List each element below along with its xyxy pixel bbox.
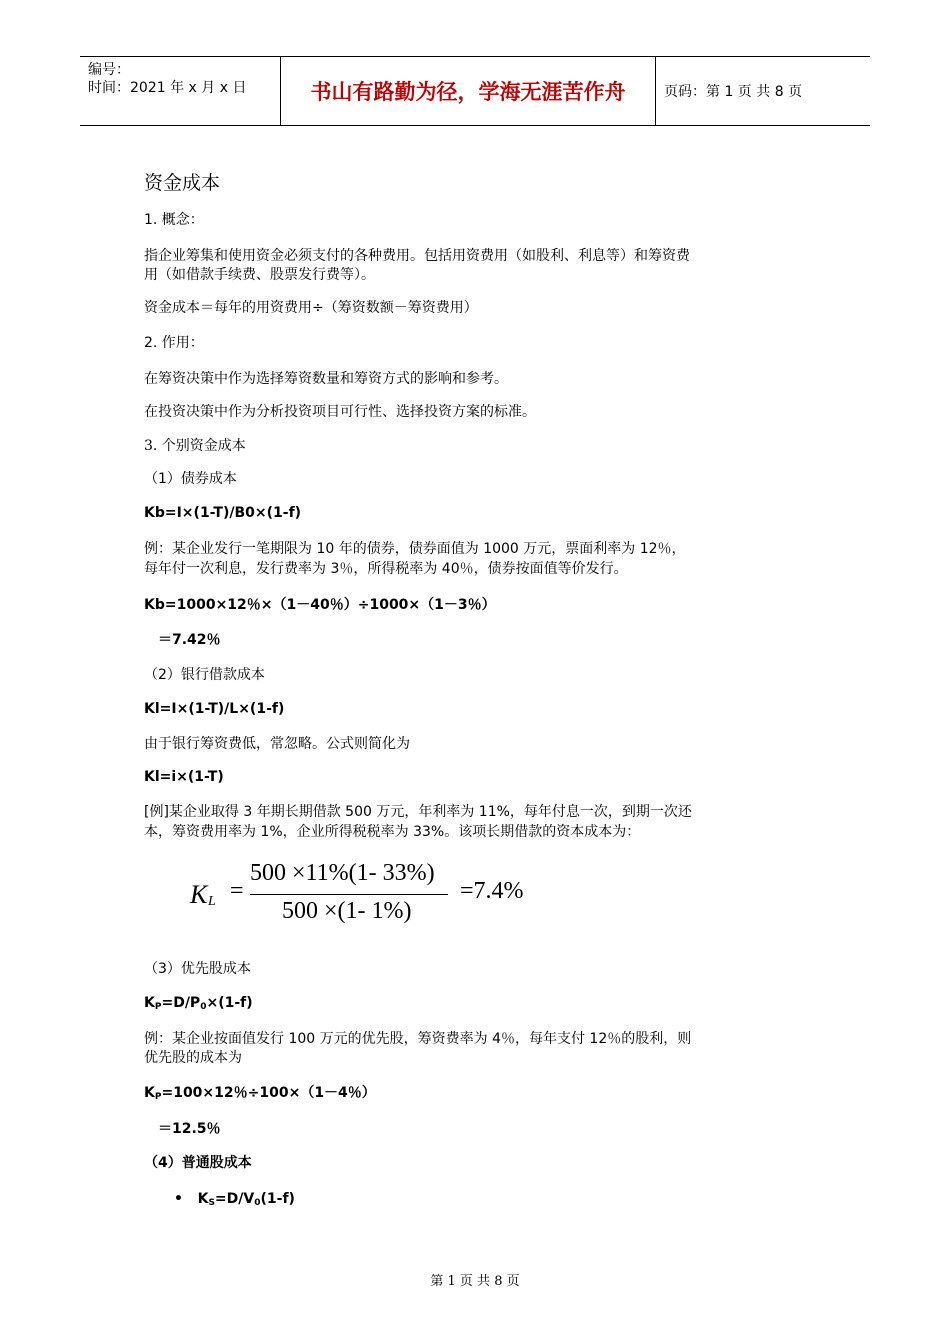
formula-subscript: L xyxy=(208,894,216,909)
paragraph: 指企业筹集和使用资金必须支付的各种费用。包括用资费用（如股利、利息等）和筹资费 xyxy=(144,248,690,264)
example-text: 本，筹资费用率为 1%，企业所得税税率为 33%。该项长期借款的资本成本为： xyxy=(144,824,641,840)
formula-subscript: P xyxy=(154,1002,162,1012)
formula-text: =100×12％÷100×（1－4％） xyxy=(161,1085,376,1101)
formula-symbol: K xyxy=(144,995,155,1011)
time-label: 时间：2021 年 x 月 x 日 xyxy=(88,80,247,96)
paragraph: 在投资决策中作为分析投资项目可行性、选择投资方案的标准。 xyxy=(144,404,536,420)
formula-line: Kb=I×(1-T)/B0×(1-f) xyxy=(144,505,302,521)
subsection-heading: （2）银行借款成本 xyxy=(144,667,265,683)
example-text: 例：某企业按面值发行 100 万元的优先股，筹资费率为 4％，每年支付 12％的股利，则 xyxy=(144,1031,692,1047)
section-heading: 2. 作用： xyxy=(144,335,204,351)
formula-symbol: K xyxy=(197,1191,209,1207)
formula-denominator: 500 ×(1- 1%) xyxy=(282,898,412,924)
bullet-line xyxy=(174,1190,295,1213)
formula-text: ×(1-f) xyxy=(206,995,253,1011)
formula-subscript: P xyxy=(154,1092,162,1102)
example-text: 优先股的成本为 xyxy=(144,1050,242,1066)
formula-line: Kl=i×(1-T) xyxy=(144,769,224,785)
serial-label: 编号： xyxy=(88,62,130,78)
formula-text: =D/V xyxy=(214,1191,255,1207)
page-header xyxy=(80,56,870,126)
subsection-heading: （3）优先股成本 xyxy=(144,961,251,977)
example-text: [例]某企业取得 3 年期长期借款 500 万元，年利率为 11%，每年付息一次，到期一次还 xyxy=(144,804,692,820)
subsection-heading: （1）债券成本 xyxy=(144,471,237,487)
formula-subscript: S xyxy=(208,1198,215,1208)
formula-numerator: 500 ×11%(1- 33%) xyxy=(250,860,435,886)
paragraph: 由于银行筹资费低，常忽略。公式则简化为 xyxy=(144,736,410,752)
calculation-result: ＝12.5％ xyxy=(158,1121,221,1137)
calculation-line xyxy=(144,1084,376,1107)
calculation-result: ＝7.42％ xyxy=(158,632,221,648)
header-page-label: 页码：第 1 页 共 8 页 xyxy=(664,84,803,100)
fraction-bar xyxy=(250,894,448,895)
header-meta xyxy=(88,61,246,97)
formula-text: (1-f) xyxy=(260,1191,295,1207)
formula-symbol: K xyxy=(190,880,208,909)
loan-cost-formula xyxy=(190,858,550,938)
header-motto: 书山有路勤为径，学海无涯苦作舟 xyxy=(280,57,656,125)
paragraph: 用（如借款手续费、股票发行费等）。 xyxy=(144,267,375,283)
formula-result: =7.4% xyxy=(460,878,524,904)
paragraph: 在筹资决策中作为选择筹资数量和筹资方式的影响和参考。 xyxy=(144,371,508,387)
doc-title: 资金成本 xyxy=(144,172,221,194)
formula-line: Kl=I×(1-T)/L×(1-f) xyxy=(144,701,285,717)
formula-text: =D/P xyxy=(161,995,201,1011)
section-heading: 1. 概念： xyxy=(144,212,204,228)
page-footer: 第 1 页 共 8 页 xyxy=(430,1274,520,1289)
formula-line xyxy=(144,994,253,1017)
example-text: 每年付一次利息，发行费率为 3％，所得税率为 40％，债券按面值等价发行。 xyxy=(144,561,628,577)
bullet-icon: • xyxy=(174,1191,183,1207)
formula-subscript: 0 xyxy=(254,1198,261,1208)
calculation-line: Kb=1000×12％×（1－40％）÷1000×（1－3％） xyxy=(144,597,496,613)
formula-symbol: K xyxy=(144,1085,155,1101)
formula-subscript: 0 xyxy=(200,1002,207,1012)
section-heading: 3. 个别资金成本 xyxy=(144,438,246,454)
formula-equals: = xyxy=(230,878,244,904)
example-text: 例：某企业发行一笔期限为 10 年的债券，债券面值为 1000 万元，票面利率为 12％， xyxy=(144,541,686,557)
paragraph: 资金成本＝每年的用资费用÷（筹资数额－筹资费用） xyxy=(144,300,478,316)
subsection-heading: （4）普通股成本 xyxy=(144,1155,252,1171)
